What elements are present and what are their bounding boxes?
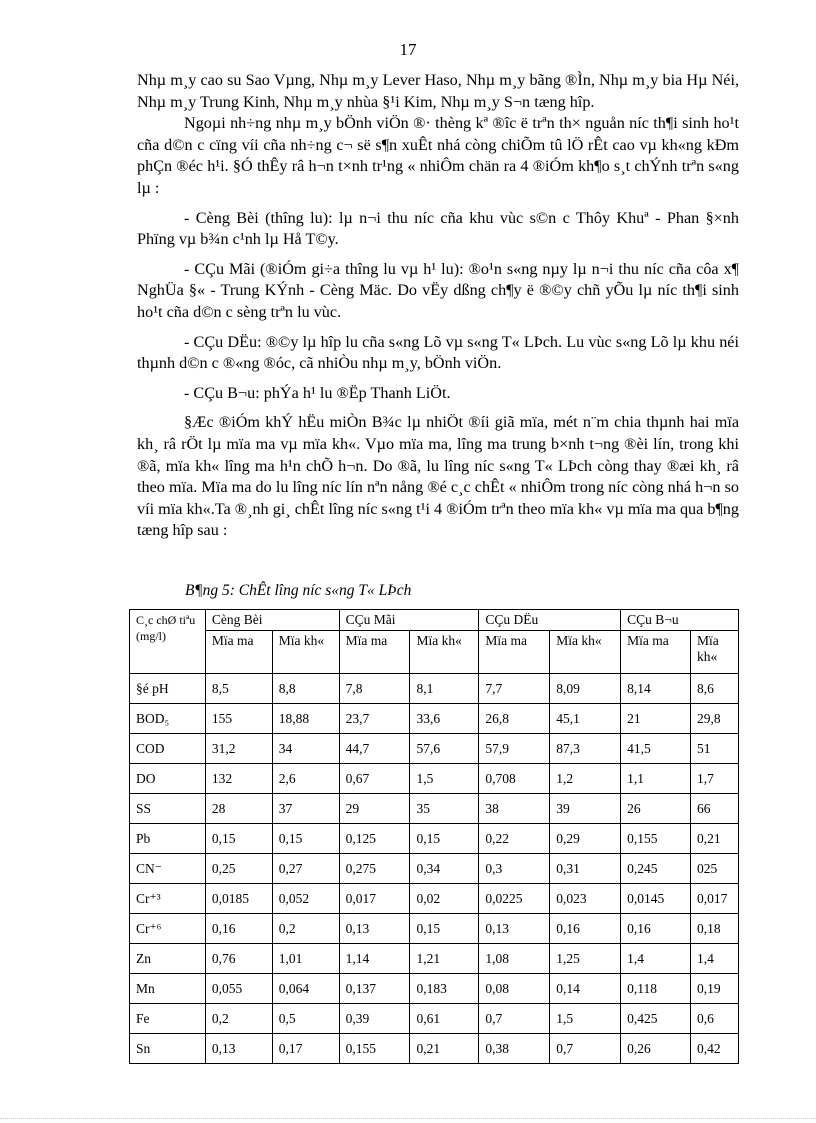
value-cell: 28 [205,794,272,824]
page-number: 17 [399,40,417,59]
value-cell: 1,14 [339,944,410,974]
value-cell: 0,13 [339,914,410,944]
value-cell: 0,29 [550,824,621,854]
value-cell: 0,055 [205,974,272,1004]
value-cell: 0,7 [479,1004,550,1034]
parameter-cell: BOD₅ [130,704,206,734]
paragraph-site-cau-buou: - CÇu B¬u: phÝa h¹ lu ®Ëp Thanh LiÖt. [184,383,451,402]
table-header-seasons [130,631,739,674]
value-cell: 0,017 [690,884,738,914]
value-cell: 0,15 [272,824,339,854]
table-row [130,914,739,944]
value-cell: 33,6 [410,704,479,734]
paragraph-pollution-sources: Ngoµi nh÷ng nhµ m¸y bÖnh viÖn ®· thèng kª ®îc ë trªn th× nguån níc th¶i sinh ho¹t cña d©n c cïng víi cña nh÷ng c¬ së s¶n xuÊt nhá còng chiÕm tû lÖ rÊt cao vµ kh«ng kÐm phÇn ®éc h¹i. §Ó thÊy râ h¬n t×nh tr¹ng « nhiÔm chän ra 4 ®iÓm kh¶o s¸t chÝnh trªn s«ng lµ : [137,114,739,197]
value-cell: 31,2 [205,734,272,764]
paragraph-climate: §Æc ®iÓm khÝ hËu miÒn B¾c lµ nhiÖt ®íi giã mïa, mét n¨m chia thµnh hai mïa kh¸ râ rÖt lµ mïa ma vµ mïa kh«. Vµo mïa ma, lîng ma trung b×nh t¬ng ®èi lín, trong khi ®ã, mïa kh« lîng ma h¹n chÕ h¬n. Do ®ã, lu lîng níc s«ng T« LÞch còng thay ®æi kh¸ râ theo mïa. Mïa ma do lu lîng níc lín nªn nång ®é c¸c chÊt « nhiÔm trong níc còng nhá h¬n so víi mïa kh«.Ta ®¸nh gi¸ chÊt lîng níc s«ng t¹i 4 ®iÓm trªn theo mïa kh« vµ mïa ma qua b¶ng tæng hîp sau : [137,413,739,540]
value-cell: 0,15 [205,824,272,854]
value-cell: 0,0225 [479,884,550,914]
value-cell: 87,3 [550,734,621,764]
value-cell: 0,245 [621,854,691,884]
value-cell: 0,18 [690,914,738,944]
value-cell: 1,4 [690,944,738,974]
value-cell: 0,052 [272,884,339,914]
parameter-cell: SS [130,794,206,824]
parameter-cell: Cr⁺⁶ [130,914,206,944]
season-header: Mïa ma [339,631,410,674]
value-cell: 44,7 [339,734,410,764]
value-cell: 41,5 [621,734,691,764]
value-cell: 0,61 [410,1004,479,1034]
season-header: Mïa kh« [690,631,738,674]
value-cell: 0,2 [272,914,339,944]
value-cell: 18,88 [272,704,339,734]
value-cell: 1,21 [410,944,479,974]
value-cell: 8,09 [550,674,621,704]
value-cell: 0,38 [479,1034,550,1064]
value-cell: 0,39 [339,1004,410,1034]
value-cell: 29 [339,794,410,824]
value-cell: 0,017 [339,884,410,914]
season-header: Mïa ma [205,631,272,674]
parameter-cell: Cr⁺³ [130,884,206,914]
table-row [130,854,739,884]
value-cell: 0,5 [272,1004,339,1034]
parameter-cell: COD [130,734,206,764]
value-cell: 0,31 [550,854,621,884]
table-header-locations [130,610,739,631]
value-cell: 38 [479,794,550,824]
value-cell: 1,25 [550,944,621,974]
season-header: Mïa kh« [550,631,621,674]
body-text [137,70,739,542]
table-row [130,704,739,734]
value-cell: 35 [410,794,479,824]
value-cell: 0,708 [479,764,550,794]
value-cell: 2,6 [272,764,339,794]
paragraph-site-cong-boi: - Cèng Bèi (thîng lu): lµ n¬i thu níc cña khu vùc s©n c Thôy Khuª - Phan §×nh Phïng vµ b¾n c¹nh lµ Hå T©y. [137,208,739,249]
footer-divider [0,1118,816,1119]
table-caption: B¶ng 5: ChÊt lîng níc s«ng T« LÞch [185,582,412,599]
value-cell: 0,0185 [205,884,272,914]
value-cell: 45,1 [550,704,621,734]
season-header: Mïa ma [621,631,691,674]
value-cell: 0,023 [550,884,621,914]
parameter-cell: CN⁻ [130,854,206,884]
parameter-cell: Sn [130,1034,206,1064]
value-cell: 39 [550,794,621,824]
value-cell: 0,275 [339,854,410,884]
table-row [130,1034,739,1064]
parameter-cell: DO [130,764,206,794]
table-row [130,794,739,824]
value-cell: 0,118 [621,974,691,1004]
value-cell: 1,2 [550,764,621,794]
value-cell: 0,14 [550,974,621,1004]
table-body [130,674,739,1064]
value-cell: 0,17 [272,1034,339,1064]
value-cell: 0,155 [339,1034,410,1064]
table-row [130,674,739,704]
value-cell: 37 [272,794,339,824]
table-corner-label: C¸c chØ tiªu (mg/l) [130,610,206,674]
value-cell: 7,7 [479,674,550,704]
location-header: CÇu DËu [479,610,621,631]
value-cell: 26 [621,794,691,824]
location-header: CÇu Mãi [339,610,479,631]
table-row [130,824,739,854]
value-cell: 51 [690,734,738,764]
table-row [130,974,739,1004]
parameter-cell: Mn [130,974,206,1004]
table-row [130,944,739,974]
value-cell: 0,16 [550,914,621,944]
value-cell: 0,27 [272,854,339,884]
table-row [130,734,739,764]
value-cell: 1,08 [479,944,550,974]
value-cell: 1,5 [550,1004,621,1034]
value-cell: 0,425 [621,1004,691,1034]
parameter-cell: Pb [130,824,206,854]
value-cell: 0,76 [205,944,272,974]
value-cell: 21 [621,704,691,734]
value-cell: 0,137 [339,974,410,1004]
value-cell: 0,02 [410,884,479,914]
value-cell: 8,14 [621,674,691,704]
value-cell: 0,0145 [621,884,691,914]
value-cell: 57,6 [410,734,479,764]
table-row [130,1004,739,1034]
value-cell: 1,01 [272,944,339,974]
value-cell: 8,5 [205,674,272,704]
value-cell: 23,7 [339,704,410,734]
value-cell: 1,1 [621,764,691,794]
paragraph-site-cau-dau: - CÇu DËu: ®©y lµ hîp lu cña s«ng Lõ vµ s«ng T« LÞch. Lu vùc s«ng Lõ lµ khu néi thµnh d©n c ®«ng ®óc, cã nhiÒu nhµ m¸y, bÖnh viÖn. [137,332,739,373]
value-cell: 0,26 [621,1034,691,1064]
value-cell: 155 [205,704,272,734]
value-cell: 0,22 [479,824,550,854]
value-cell: 1,5 [410,764,479,794]
location-header: Cèng Bèi [205,610,339,631]
value-cell: 0,183 [410,974,479,1004]
value-cell: 8,8 [272,674,339,704]
season-header: Mïa ma [479,631,550,674]
value-cell: 0,21 [410,1034,479,1064]
value-cell: 0,08 [479,974,550,1004]
value-cell: 34 [272,734,339,764]
value-cell: 0,42 [690,1034,738,1064]
value-cell: 0,13 [479,914,550,944]
season-header: Mïa kh« [272,631,339,674]
value-cell: 0,064 [272,974,339,1004]
value-cell: 0,16 [621,914,691,944]
season-header: Mïa kh« [410,631,479,674]
value-cell: 0,6 [690,1004,738,1034]
value-cell: 0,16 [205,914,272,944]
table-row [130,764,739,794]
value-cell: 0,155 [621,824,691,854]
value-cell: 0,15 [410,824,479,854]
value-cell: 0,13 [205,1034,272,1064]
value-cell: 26,8 [479,704,550,734]
paragraph-factories: Nhµ m¸y cao su Sao Vµng, Nhµ m¸y Lever Haso, Nhµ m¸y bãng ®Ìn, Nhµ m¸y bia Hµ Néi, Nhµ m¸y Trung Kinh, Nhµ m¸y nhùa §¹i Kim, Nhµ m¸y S¬n tæng hîp. [137,71,739,111]
value-cell: 66 [690,794,738,824]
value-cell: 1,4 [621,944,691,974]
value-cell: 0,34 [410,854,479,884]
value-cell: 8,1 [410,674,479,704]
parameter-cell: §é pH [130,674,206,704]
value-cell: 1,7 [690,764,738,794]
value-cell: 0,2 [205,1004,272,1034]
value-cell: 7,8 [339,674,410,704]
water-quality-table [129,609,739,1064]
value-cell: 0,7 [550,1034,621,1064]
value-cell: 132 [205,764,272,794]
value-cell: 0,19 [690,974,738,1004]
value-cell: 0,3 [479,854,550,884]
value-cell: 57,9 [479,734,550,764]
value-cell: 0,21 [690,824,738,854]
value-cell: 0,67 [339,764,410,794]
value-cell: 0,125 [339,824,410,854]
value-cell: 29,8 [690,704,738,734]
paragraph-site-cau-moi: - CÇu Mãi (®iÓm gi÷a thîng lu vµ h¹ lu): ®o¹n s«ng nµy lµ n¬i thu níc cña côa x¶ NghÜa §« - Trung KÝnh - Cèng Mäc. Do vËy dßng ch¶y ë ®©y chñ yÕu lµ níc th¶i sinh ho¹t cña d©n c sèng trªn lu vùc. [137,259,739,321]
value-cell: 0,15 [410,914,479,944]
value-cell: 025 [690,854,738,884]
value-cell: 8,6 [690,674,738,704]
parameter-cell: Zn [130,944,206,974]
table-row [130,884,739,914]
value-cell: 0,25 [205,854,272,884]
parameter-cell: Fe [130,1004,206,1034]
location-header: CÇu B¬u [621,610,739,631]
